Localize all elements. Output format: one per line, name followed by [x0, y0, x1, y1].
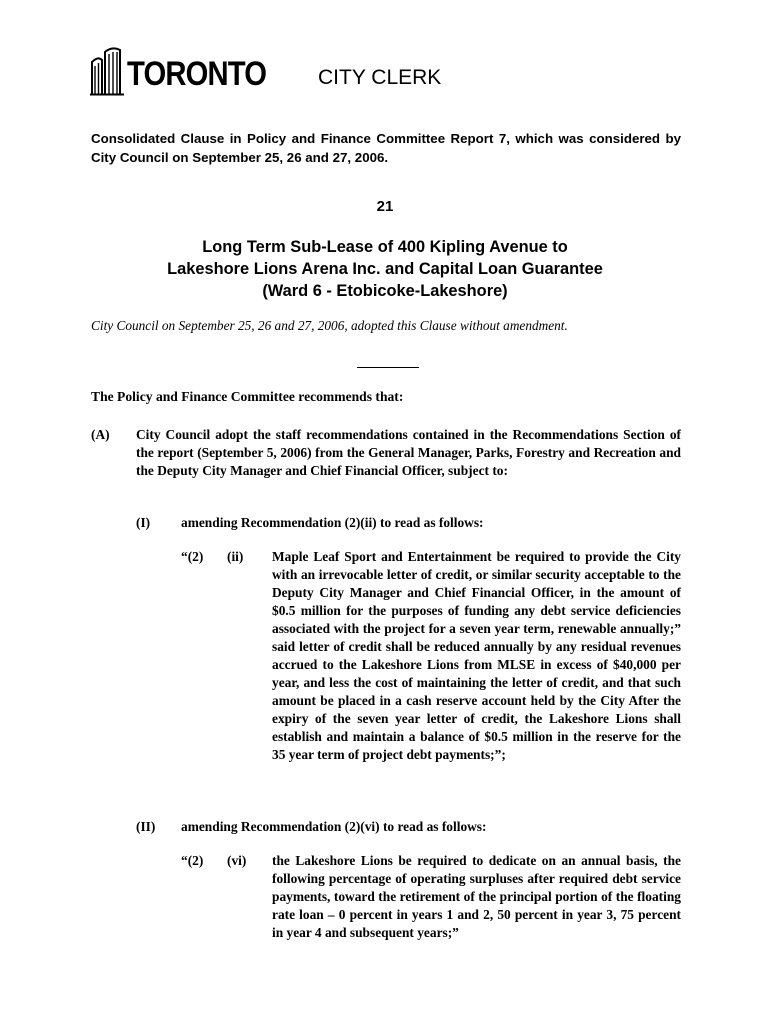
quote-1-text: Maple Leaf Sport and Entertainment be required to provide the City with an irrevocable letter of credit, or similar security acceptable to the Deputy City Manager and Chief Financial Officer, in the amount of $0.5 million for the purposes of funding any debt service deficiencies associated with the project for a seven year term, renewable annually;” said letter of credit shall be reduced annually by any residual revenues accrued to the Lakeshore Lions from MLSE in excess of $40,000 per year, and less the cost of maintaining the letter of credit, and that such amount be placed in a cash reserve account held by the City After the expiry of the seven year letter of credit, the Lakeshore Lions shall establish and maintain a balance of $0.5 million in the reserve for the 35 year term of project debt payments;”; — [272, 549, 681, 762]
item-a-text: City Council adopt the staff recommendations contained in the Recommendations Section of the report (September 5, 2006) from the General Manager, Parks, Forestry and Recreation and the Deputy City Manager and Chief Financial Officer, subject to: — [136, 427, 681, 478]
item-i-label: (I) — [136, 515, 151, 530]
title-line: (Ward 6 - Etobicoke-Lakeshore) — [262, 282, 508, 300]
item-ii-text: amending Recommendation (2)(vi) to read as follows: — [181, 819, 487, 834]
toronto-logo — [90, 46, 267, 96]
quote-1-subnumber: (ii) — [227, 549, 244, 564]
quote-2-subnumber: (vi) — [227, 853, 247, 868]
divider-rule — [357, 367, 419, 368]
item-ii-label: (II) — [136, 819, 156, 834]
item-i-text: amending Recommendation (2)(ii) to read as follows: — [181, 515, 484, 530]
recommends-heading: The Policy and Finance Committee recommends that: — [91, 389, 404, 404]
intro-statement: Consolidated Clause in Policy and Finance Committee Report 7, which was considered by City Council on September 25, 26 and 27, 2006. — [91, 131, 681, 165]
item-a-label: (A) — [91, 427, 110, 442]
quote-2-text: the Lakeshore Lions be required to dedicate on an annual basis, the following percentage of operating surpluses after required debt service payments, toward the retirement of the principal portion of the floating rate loan – 0 percent in years 1 and 2, 50 percent in year 3, 75 percent in year 4 and subsequent years;” — [272, 853, 681, 940]
quote-2-number: “(2) — [181, 853, 204, 868]
quote-1-number: “(2) — [181, 549, 204, 564]
title-line: Long Term Sub-Lease of 400 Kipling Avenue to — [202, 238, 568, 256]
city-hall-icon — [90, 46, 126, 96]
title-line: Lakeshore Lions Arena Inc. and Capital Loan Guarantee — [167, 260, 603, 278]
adoption-note: City Council on September 25, 26 and 27, 2006, adopted this Clause without amendment. — [91, 318, 568, 333]
clause-number: 21 — [376, 198, 394, 215]
department-title: CITY CLERK — [318, 66, 442, 89]
clause-title — [100, 236, 670, 302]
logo-wordmark: TORONTO — [127, 55, 267, 93]
